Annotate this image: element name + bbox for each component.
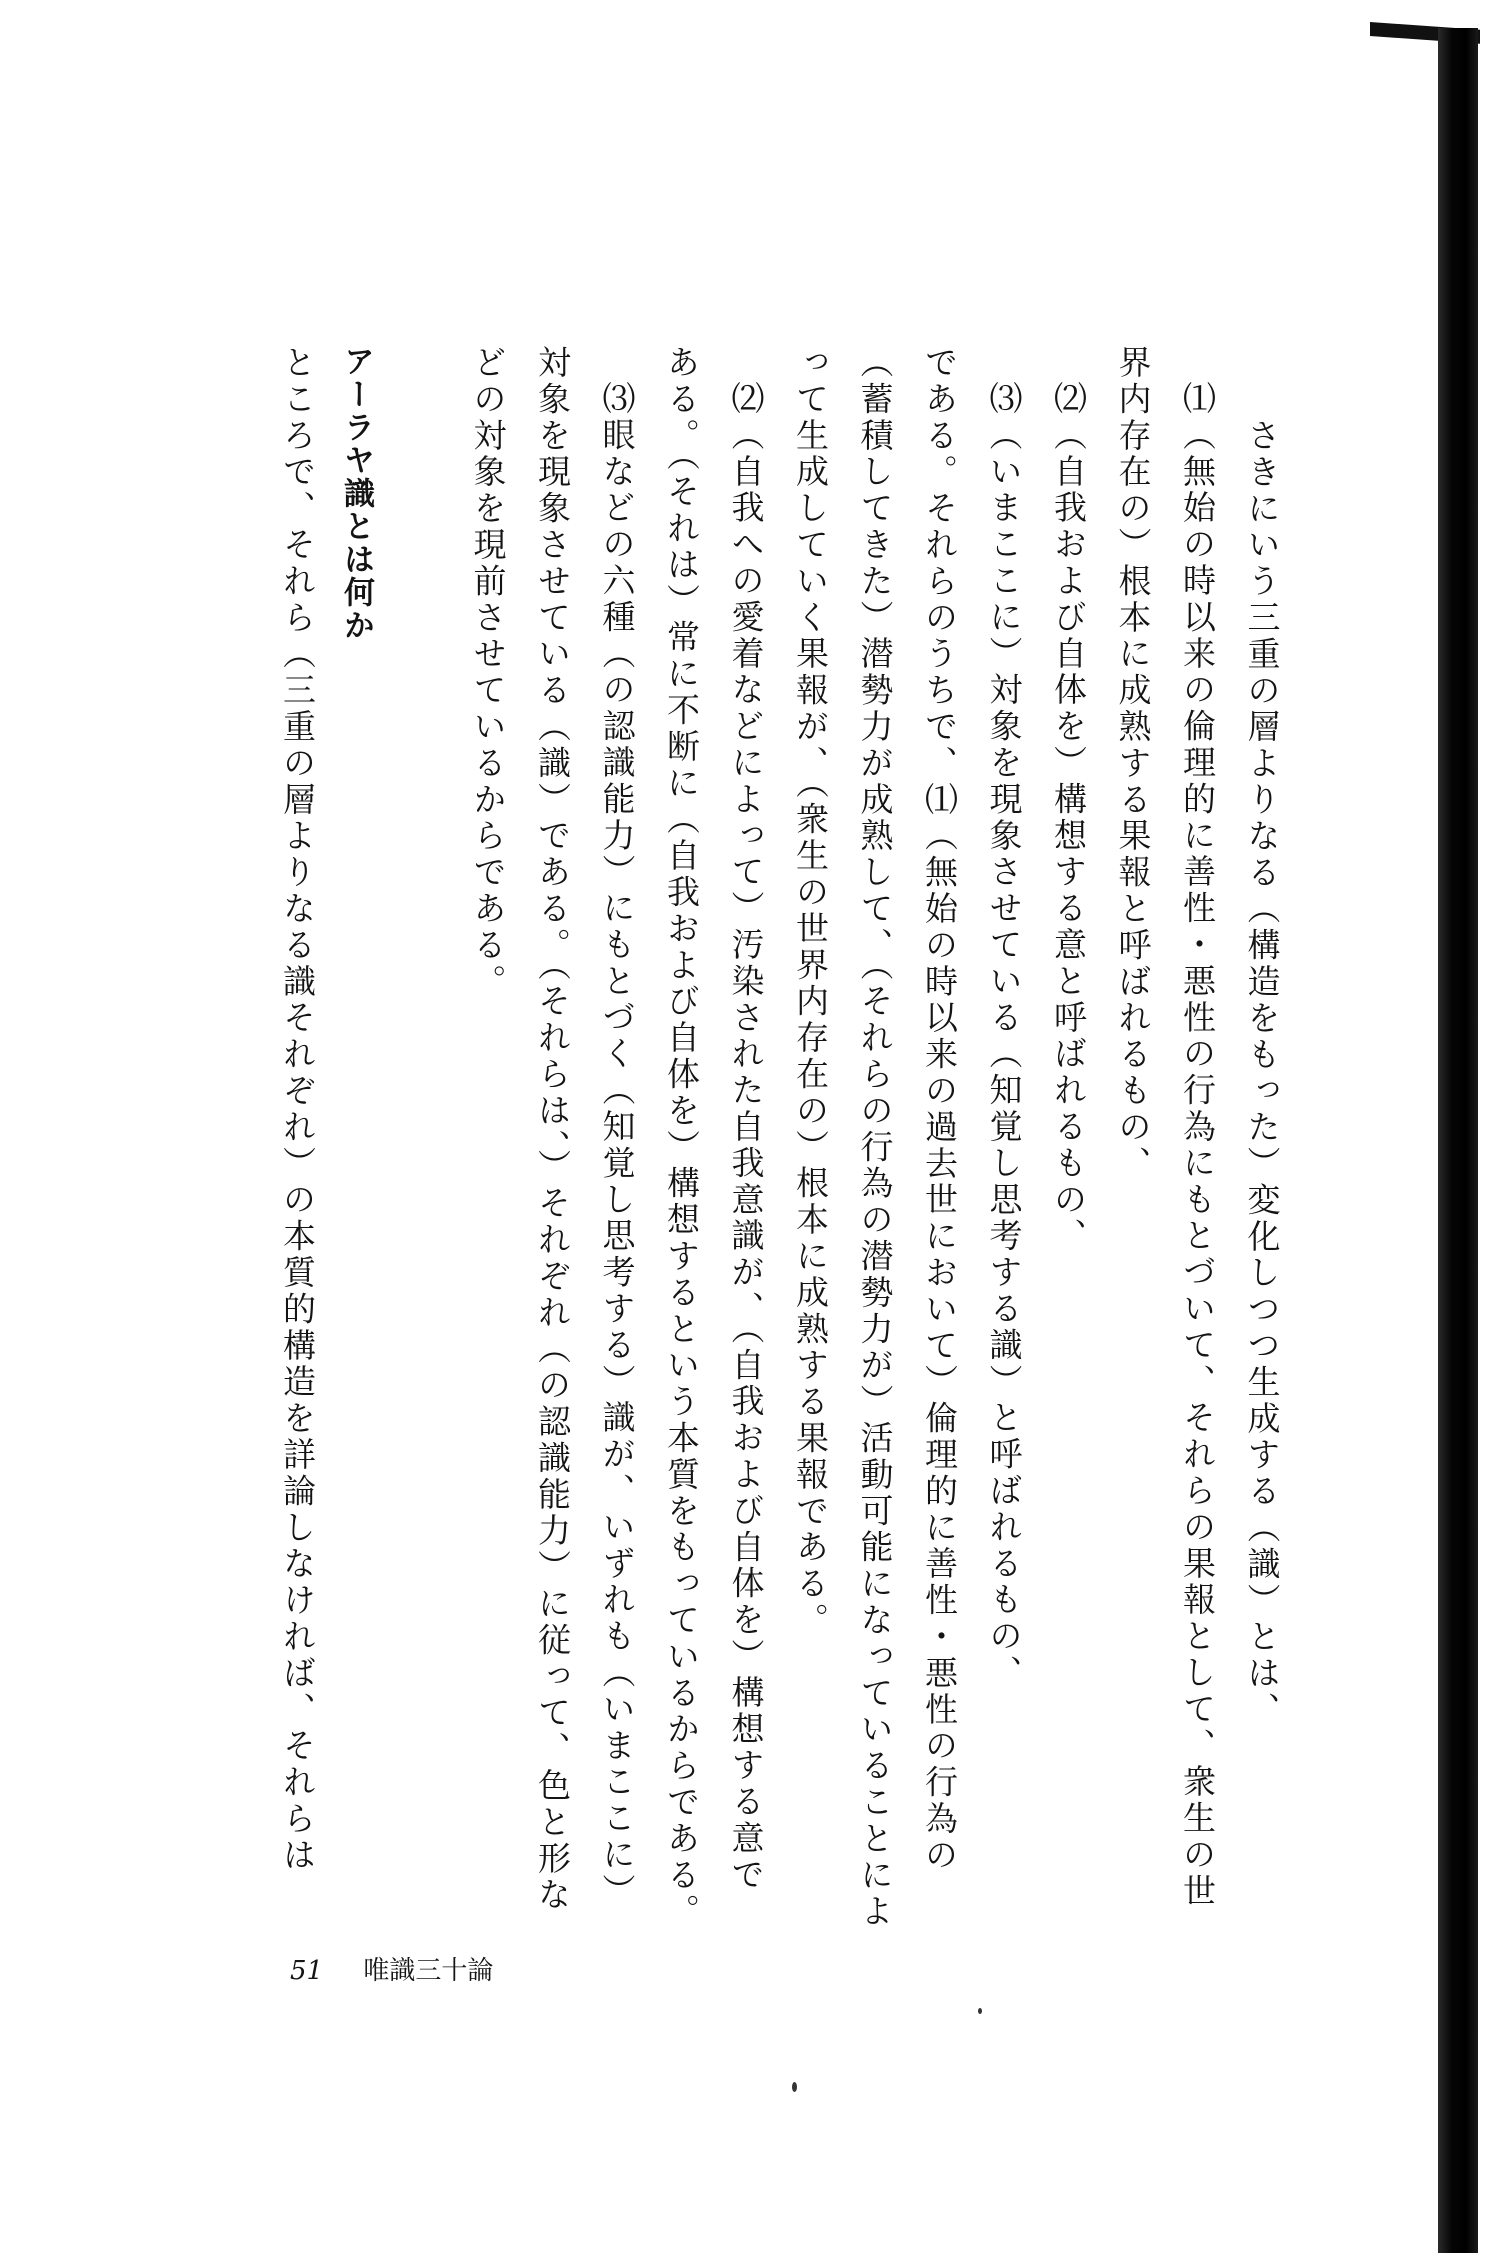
section-heading: アーラヤ識とは何か — [338, 345, 374, 642]
body-column: って生成していく果報が、（衆生の世界内存在の）根本に成熟する果報である。 — [791, 345, 830, 1639]
body-column-last: ところで、それら（三重の層よりなる識それぞれ）の本質的構造を詳論しなければ、それらは — [278, 345, 317, 1874]
body-column: ⑵（自我への愛着などによって）汚染された自我意識が、（自我および自体を）構想する意で — [726, 381, 766, 1894]
body-column: である。それらのうちで、⑴（無始の時以来の過去世において）倫理的に善性・悪性の行為の — [920, 345, 959, 1874]
binding-edge — [1438, 28, 1478, 2253]
scan-speck — [792, 2082, 797, 2092]
body-column: 対象を現象させている（識）である。（それらは、）それぞれ（の認識能力）に従って、色と形な — [533, 345, 572, 1914]
running-title: 唯識三十論 — [363, 1956, 494, 1986]
page-number: 51 — [290, 1956, 324, 1986]
body-column: さきにいう三重の層よりなる（構造をもった）変化しつつ生成する（識）とは、 — [1242, 417, 1282, 1728]
body-text — [455, 345, 1294, 1965]
body-column: ⑴（無始の時以来の倫理的に善性・悪性の行為にもとづいて、それらの果報として、衆生の世 — [1178, 381, 1217, 1911]
body-column: （蓄積してきた）潜勢力が成熟して、（それらの行為の潜勢力が）活動可能になっていることによ — [855, 345, 895, 1931]
body-column: ⑵（自我および自体を）構想する意と呼ばれるもの、 — [1049, 381, 1088, 1255]
page-footer — [290, 1950, 493, 1987]
body-column: ⑶眼などの六種（の認識能力）にもとづく（知覚し思考する）識が、いずれも（いまここに） — [597, 381, 637, 1911]
body-column: ⑶（いまここに）対象を現象させている（知覚し思考する識）と呼ばれるもの、 — [984, 381, 1024, 1692]
body-column: ある。（それは）常に不断に（自我および自体を）構想するという本質をもっているからである。 — [662, 345, 701, 1931]
scan-speck — [978, 2008, 982, 2014]
body-column: どの対象を現前させているからである。 — [468, 345, 508, 1001]
body-column: 界内存在の）根本に成熟する果報と呼ばれるもの、 — [1113, 345, 1153, 1183]
